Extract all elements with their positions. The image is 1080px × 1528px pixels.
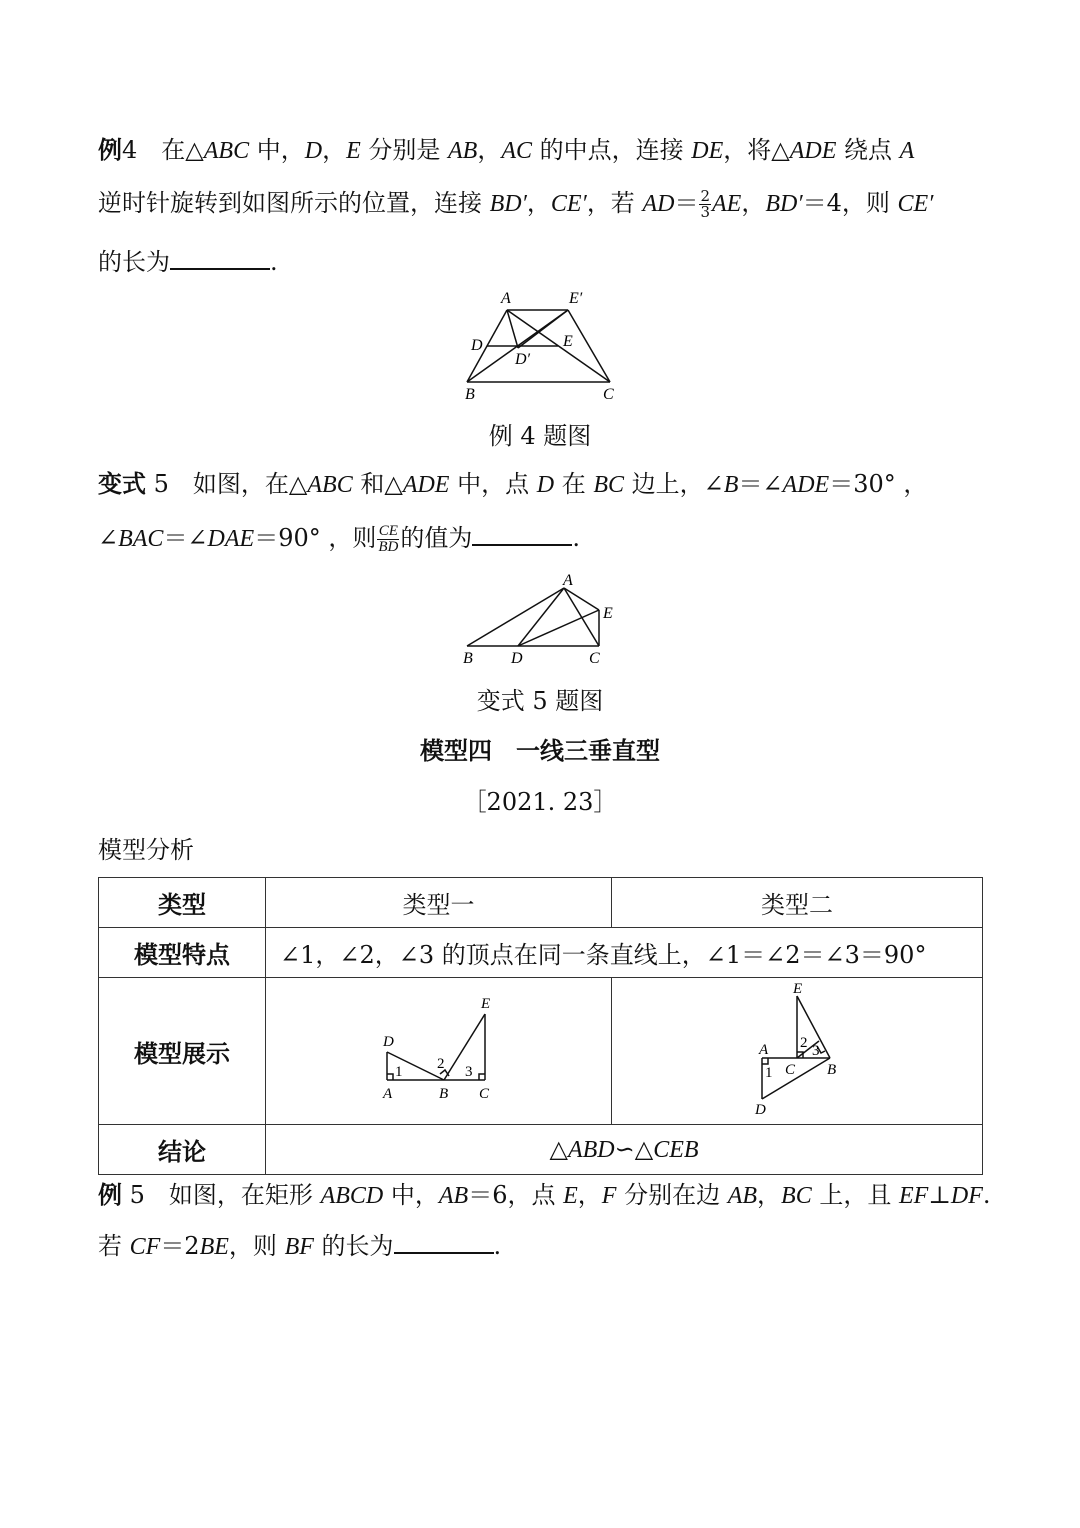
variant5-line1: [98, 464, 927, 499]
type-one-figure-cell: [266, 978, 612, 1125]
model-analysis-heading: 模型分析: [98, 836, 194, 864]
label-D: D: [755, 1101, 766, 1116]
label-E: E: [480, 996, 490, 1012]
fraction-ce-bd: [377, 524, 399, 555]
text: ，: [757, 1181, 782, 1209]
answer-blank[interactable]: [472, 526, 572, 546]
text: ADE: [782, 472, 830, 498]
example5-number: 5: [129, 1181, 145, 1209]
type-two-figure-cell: [612, 978, 983, 1125]
text: ，: [322, 136, 347, 164]
text: ∠: [98, 524, 119, 552]
label-D-prime: D′: [515, 351, 531, 368]
text: ＝∠: [738, 470, 783, 498]
variant5-caption: 变式 5 题图: [476, 687, 604, 715]
text: 的值为: [400, 524, 473, 552]
label-A: A: [382, 1086, 392, 1102]
text: 在: [554, 470, 594, 498]
angle-3: 3: [812, 1042, 820, 1059]
fraction-numerator: 2: [700, 187, 710, 205]
feature-label: 模型特点: [99, 928, 266, 978]
text: .: [572, 524, 581, 552]
type-two-figure: [727, 981, 867, 1116]
text: 若: [98, 1232, 130, 1260]
angle-3: 3: [464, 1064, 472, 1080]
example5-label: 例: [98, 1181, 122, 1209]
text: 上，且: [811, 1181, 899, 1209]
text: 分别是: [360, 136, 448, 164]
text: D: [536, 472, 555, 498]
fraction-denominator: 3: [700, 203, 710, 221]
text: ABC: [203, 138, 250, 164]
text: ABD: [567, 1137, 615, 1163]
model-table: [98, 877, 983, 1175]
text: ＝∠: [163, 524, 208, 552]
angle-2: 2: [436, 1056, 444, 1072]
text: DE: [691, 138, 724, 164]
text: .: [982, 1181, 991, 1209]
example4-line1: [98, 130, 914, 165]
text: 如图，在矩形: [168, 1181, 321, 1209]
example4-figure: [455, 285, 635, 405]
text: 分别在边: [616, 1181, 728, 1209]
text: ＝2: [160, 1232, 200, 1260]
variant5-label: 变式: [98, 470, 146, 498]
text: BC: [593, 472, 625, 498]
text: BE: [199, 1234, 229, 1260]
text: BD′: [489, 191, 527, 217]
text: B: [723, 472, 739, 498]
text: 绕点: [836, 136, 900, 164]
text: ＝30° ，: [829, 470, 928, 498]
text: 的长为: [98, 248, 170, 276]
label-B: B: [438, 1086, 448, 1102]
text: 如图，在△: [192, 470, 308, 498]
fraction-numerator: CE: [378, 523, 398, 539]
text: ADE: [789, 138, 837, 164]
label-C: C: [478, 1086, 489, 1102]
text: DAE: [207, 526, 255, 552]
text: ，将△: [723, 136, 790, 164]
text: 的长为: [313, 1232, 394, 1260]
angle-1: 1: [765, 1064, 773, 1081]
text: D: [304, 138, 323, 164]
fraction-two-thirds: [699, 189, 711, 220]
text: ，: [577, 1181, 602, 1209]
variant5-figure: [455, 568, 635, 668]
text: F: [601, 1183, 617, 1209]
example4-line3: [98, 242, 278, 277]
text: ＝6，点: [468, 1181, 564, 1209]
display-label: 模型展示: [99, 978, 266, 1125]
text: BF: [284, 1234, 314, 1260]
text: 中，: [383, 1181, 439, 1209]
text: CE′: [550, 191, 587, 217]
angle-2: 2: [800, 1034, 808, 1051]
label-D: D: [511, 650, 523, 667]
text: AE: [712, 191, 742, 217]
text: ，: [477, 136, 502, 164]
variant5-number: 5: [153, 470, 169, 498]
text: 的中点，连接: [532, 136, 692, 164]
text: EF: [898, 1183, 929, 1209]
text: .: [493, 1232, 502, 1260]
text: CEB: [653, 1137, 699, 1163]
example4-label: 例: [98, 136, 122, 164]
text: E: [346, 138, 361, 164]
text: .: [270, 248, 278, 276]
text: BC: [781, 1183, 812, 1209]
text: ，若: [586, 189, 643, 217]
label-A: A: [759, 1041, 769, 1058]
label-C: C: [785, 1061, 796, 1078]
label-B: B: [827, 1061, 837, 1078]
label-D: D: [382, 1034, 394, 1050]
text: △: [549, 1135, 568, 1163]
header-type-one: 类型一: [266, 878, 612, 928]
text: E: [563, 1183, 578, 1209]
text: ＝: [674, 189, 699, 217]
label-C: C: [589, 650, 600, 667]
label-E: E: [603, 605, 613, 622]
text: ＝4，则: [802, 189, 898, 217]
answer-blank[interactable]: [170, 250, 270, 270]
header-type: 类型: [99, 878, 266, 928]
text: 在△: [161, 136, 204, 164]
conclusion-text: [266, 1125, 983, 1175]
text: ⊥: [928, 1181, 951, 1209]
text: ADE: [402, 472, 450, 498]
example5-line2: [98, 1226, 501, 1261]
text: AD: [642, 191, 675, 217]
label-E-prime: E′: [569, 290, 583, 307]
variant5-line2: [98, 518, 580, 555]
label-A: A: [563, 572, 573, 589]
feature-text: ∠1，∠2，∠3 的顶点在同一条直线上，∠1＝∠2＝∠3＝90°: [266, 928, 983, 978]
header-type-two: 类型二: [612, 878, 983, 928]
text: AB: [438, 1183, 469, 1209]
fraction-denominator: BD: [378, 539, 399, 555]
text: 中，: [249, 136, 305, 164]
label-B: B: [463, 650, 473, 667]
text: BAC: [118, 526, 164, 552]
text: 中，点: [449, 470, 537, 498]
text: ABC: [307, 472, 353, 498]
text: 逆时针旋转到如图所示的位置，连接: [98, 189, 490, 217]
label-C: C: [603, 386, 614, 403]
text: ＝90° ，则: [254, 524, 377, 552]
text: ABCD: [320, 1183, 384, 1209]
label-E: E: [793, 980, 803, 997]
label-B: B: [465, 386, 475, 403]
answer-blank[interactable]: [394, 1234, 494, 1254]
text: 边上，∠: [624, 470, 724, 498]
angle-1: 1: [394, 1064, 402, 1080]
text: 和△: [352, 470, 403, 498]
model4-title: 模型四 一线三垂直型: [420, 737, 660, 765]
type-one-figure: [369, 988, 509, 1108]
example5-line1: [98, 1175, 991, 1210]
text: ，: [526, 189, 551, 217]
label-A: A: [501, 290, 511, 307]
text: ∽△: [614, 1135, 654, 1163]
conclusion-label: 结论: [99, 1125, 266, 1175]
example4-number: 4: [122, 136, 138, 164]
label-D: D: [471, 337, 483, 354]
text: CE′: [897, 191, 934, 217]
example4-caption: 例 4 题图: [488, 422, 592, 450]
example4-line2: [98, 183, 933, 220]
text: CF: [129, 1234, 161, 1260]
model4-year: ［2021. 23］: [462, 788, 618, 816]
text: BD′: [765, 191, 803, 217]
text: ，: [741, 189, 766, 217]
text: A: [899, 138, 915, 164]
text: AB: [448, 138, 478, 164]
text: ，则: [228, 1232, 285, 1260]
text: DF: [950, 1183, 983, 1209]
text: AC: [501, 138, 532, 164]
label-E: E: [563, 333, 573, 350]
text: AB: [727, 1183, 758, 1209]
